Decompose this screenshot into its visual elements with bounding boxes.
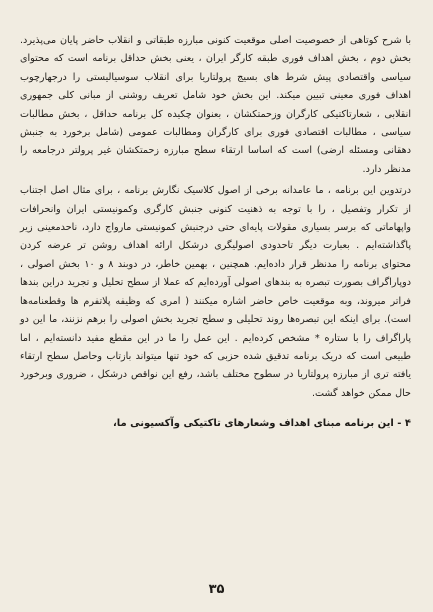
body-paragraph: درتدوین این برنامه ، ما عامدانه برخی از اصول کلاسیک نگارش برنامه ، برای مثال اصل اجتناب از تکرار وتفصیل ، را با توجه به ذهنیت کنونی جنبش کارگری وکمونیستی ایران وانحرافات واپهاماتی که برسر بسیاری مقولات پایه‌ای حتی درجنبش کمونیستی مارواج دارد، ناحدمعینی زیر پاگذاشته‌ایم . بعبارت دیگر تاحدودی اصولیگری درشکل ارائه اهداف روشن تر عرضه کردن محتوای برنامه را مدنظر قرار داده‌ایم. همچنین ، بهمین خاطر، در دوبند ۸ و ۱۰ بخش اصولی ، دوپاراگراف بصورت تبصره به بندهای اصولی آورده‌ایم که عملا از سطح تحلیل و تجرید دراین بندها فراتر میروند، وبه موقعیت خاص حاضر اشاره میکنند ( امری که وظیفه پلاتفرم ها وقطعنامه‌ها است). برای اینکه این تبصره‌ها روند تحلیلی و سطح تجرید بخش اصولی را برهم نزنند، ما این دو پاراگراف را با ستاره * مشخص کرده‌ایم . این عمل را ما در این مقطع مفید دانسته‌ایم ، اما طبیعی است که دریک برنامه تدقیق شده حزبی که خود تنها میتواند بازتاب وحاصل سطح ارتقاء یافته تری از مبارزه پرولتاریا در سطوح مختلف باشد، رفع این نواقص درشکل ، ضروری وبرخورد حال ممکن خواهد گشت. <box>20 185 411 399</box>
page-number: ۳۵ <box>208 582 225 597</box>
body-paragraph: با شرح کوتاهی از خصوصیت اصلی موقعیت کنونی مبارزه طبقاتی و انقلاب حاضر پایان می‌پذیرد. بخش دوم ، بخش اهداف فوری طبقه کارگر ایران ، یعنی بخش حداقل برنامه است که محتوای سیاسی واقتصادی پیش شرط های بسیج پرولتاریا برای انقلاب سوسیالیستی را درجهارچوب اهداف فوری معینی تبیین میکند. این بخش خود شامل تعریف روشنی از مبانی کلی جمهوری انقلابی ، شعارتاکتیکی کارگران وزحمتکشان ، بعنوان چکیده کل برنامه حداقل ، بخش مطالبات سیاسی ، مطالبات اقتصادی فوری برای کارگران ومطالبات عمومی (شامل برخورد به جنبش دهقانی ومسئله ارضی) است که اساسا ارتقاء سطح مبارزه زحمتکشان غیر پرولتر درجامعه را مدنظر دارد. <box>20 35 411 175</box>
section-heading: ۴ - این برنامه مبنای اهداف وشعارهای تاکتیکی وآکسیونی ما، <box>112 418 411 430</box>
